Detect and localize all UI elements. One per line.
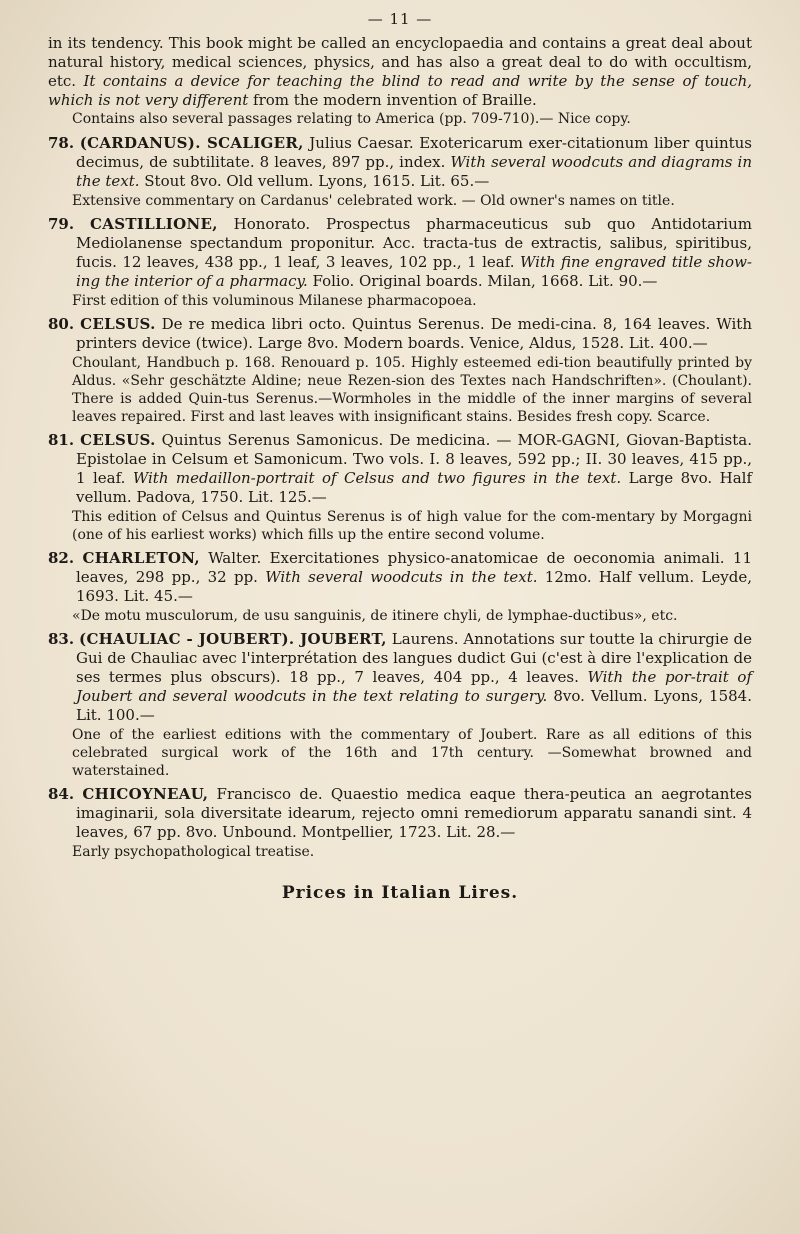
entry-heading (48, 134, 752, 191)
intro-continuation (48, 34, 752, 128)
entry-text-c: Folio. Original boards. Milan, 1668. (307, 272, 584, 290)
entry-heading (48, 315, 752, 353)
intro-text-italic: It contains a device for teaching the blind to read and write by the sense of touch, which is not very different (48, 72, 752, 109)
entry-text-italic: With several woodcuts in the text. (265, 568, 538, 586)
catalogue-entry-79 (48, 215, 752, 310)
entry-text-a: Francisco de. Quaestio medica eaque thera-peutica an aegrotantes imaginarii, sola diversitate idearum, rejecto omni remediorum apparatu sanandi sint. 4 leaves, 67 pp. 8vo. Unbound. Montpellier, 1723. (76, 785, 752, 841)
prices-footer: Prices in Italian Lires. (281, 883, 519, 903)
entry-number: 83. (48, 630, 75, 648)
entry-price: Lit. 400.— (628, 334, 708, 352)
entry-text-c: 12mo. Half vellum. Leyde, 1693. (76, 568, 752, 605)
entry-heading (48, 431, 752, 507)
entry-number: 78. (48, 134, 75, 152)
intro-text-a: in its tendency. This book might be called an encyclopaedia and contains a great deal about natural history, medical sciences, physics, and has also a great deal to do with occultism, etc. (48, 34, 752, 90)
entry-price: Lit. 45.— (123, 587, 193, 605)
entry-heading (48, 785, 752, 842)
entry-heading (48, 630, 752, 725)
entry-note: First edition of this voluminous Milanese pharmacopoea. (72, 293, 477, 309)
entry-text-italic: With medaillon-portrait of Celsus and two figures in the text. (132, 469, 622, 487)
entry-text-a: Laurens. Annotations sur toutte la chirurgie de Gui de Chauliac avec l'interprétation des langues dudict Gui (c'est à dire l'explication de ses termes plus obscurs). 18 pp., 7 leaves, 404 pp., 4 leaves. (76, 630, 752, 686)
entry-heading (48, 549, 752, 606)
entry-number: 84. (48, 785, 75, 803)
entry-author: CELSUS. (80, 431, 156, 449)
entry-price: Lit. 28.— (446, 823, 516, 841)
entry-price: Lit. 125.— (248, 488, 327, 506)
entry-price: Lit. 65.— (420, 172, 490, 190)
entry-author: CELSUS. (80, 315, 156, 333)
entry-price: Lit. 90.— (588, 272, 658, 290)
entry-author: (CHAULIAC - JOUBERT). JOUBERT, (79, 630, 387, 648)
entry-text-italic: With several woodcuts and diagrams in the text. (76, 153, 753, 190)
catalogue-entry-80 (48, 315, 752, 426)
entry-author: CASTILLIONE, (90, 215, 218, 233)
entry-heading (48, 215, 752, 291)
entry-price: Lit. 100.— (76, 706, 155, 724)
page-number: — 11 — (367, 10, 433, 28)
catalogue-entry-84 (48, 785, 752, 861)
entry-note: «De motu musculorum, de usu sanguinis, de itinere chyli, de lymphae-ductibus», etc. (72, 608, 678, 624)
entry-note: One of the earliest editions with the commentary of Joubert. Rare as all editions of this celebrated surgical work of the 16th and 17th century. —Somewhat browned and waterstained. (72, 727, 752, 779)
entry-text-a: De re medica libri octo. Quintus Serenus. De medi-cina. 8, 164 leaves. With printers device (twice). Large 8vo. Modern boards. Venice, Aldus, 1528. (76, 315, 752, 352)
entry-text-c: Large 8vo. Half vellum. Padova, 1750. (76, 469, 752, 506)
entry-number: 80. (48, 315, 75, 333)
intro-text (48, 34, 752, 110)
catalogue-entry-81 (48, 431, 752, 544)
entry-note: Choulant, Handbuch p. 168. Renouard p. 105. Highly esteemed edi-tion beautifully printed by Aldus. «Sehr geschätzte Aldine; neue Rezen-sion des Textes nach Handschriften». (Choulant). There is added Quin-tus Serenus.—Wormholes in the middle of the inner margins of several leaves repaired. First and last leaves with insignificant stains. Besides fresh copy. Scarce. (72, 355, 752, 425)
entry-text-a: Quintus Serenus Samonicus. De medicina. — MOR-GAGNI, Giovan-Baptista. Epistolae in Celsum et Samonicum. Two vols. I. 8 leaves, 592 pp.; II. 30 leaves, 415 pp., 1 leaf. (76, 431, 752, 487)
catalogue-entry-82 (48, 549, 752, 625)
entry-text-c: Stout 8vo. Old vellum. Lyons, 1615. (139, 172, 416, 190)
entry-author: CHARLETON, (82, 549, 200, 567)
catalogue-entry-83 (48, 630, 752, 780)
entry-text-a: Julius Caesar. Exotericarum exer-citationum liber quintus decimus, de subtilitate. 8 leaves, 897 pp., index. (76, 134, 752, 171)
entry-note: Extensive commentary on Cardanus' celebrated work. — Old owner's names on title. (72, 193, 675, 209)
entry-author: (CARDANUS). SCALIGER, (79, 134, 304, 152)
intro-text-c: from the modern invention of Braille. (248, 91, 537, 109)
entry-number: 81. (48, 431, 75, 449)
catalogue-entry-78 (48, 134, 752, 210)
intro-note: Contains also several passages relating to America (pp. 709-710).— Nice copy. (72, 111, 631, 127)
entry-text-italic: With fine engraved title show-ing the interior of a pharmacy. (76, 253, 752, 290)
entry-text-a: Walter. Exercitationes physico-anatomicae de oeconomia animali. 11 leaves, 298 pp., 32 pp. (76, 549, 752, 586)
entry-number: 82. (48, 549, 75, 567)
entry-text-c: 8vo. Vellum. Lyons, 1584. (547, 687, 752, 705)
entry-note: Early psychopathological treatise. (72, 844, 315, 860)
entry-author: CHICOYNEAU, (82, 785, 209, 803)
entry-number: 79. (48, 215, 75, 233)
entry-text-italic: With the por-trait of Joubert and several woodcuts in the text relating to surgery. (76, 668, 752, 705)
entry-note: This edition of Celsus and Quintus Serenus is of high value for the com-mentary by Morgagni (one of his earliest works) which fills up the entire second volume. (72, 509, 752, 543)
entry-text-a: Honorato. Prospectus pharmaceuticus sub quo Antidotarium Mediolanense spectandum proponitur. Acc. tracta-tus de extractis, salibus, spiritibus, fucis. 12 leaves, 438 pp., 1 leaf, 3 leaves, 102 pp., 1 leaf. (76, 215, 752, 271)
